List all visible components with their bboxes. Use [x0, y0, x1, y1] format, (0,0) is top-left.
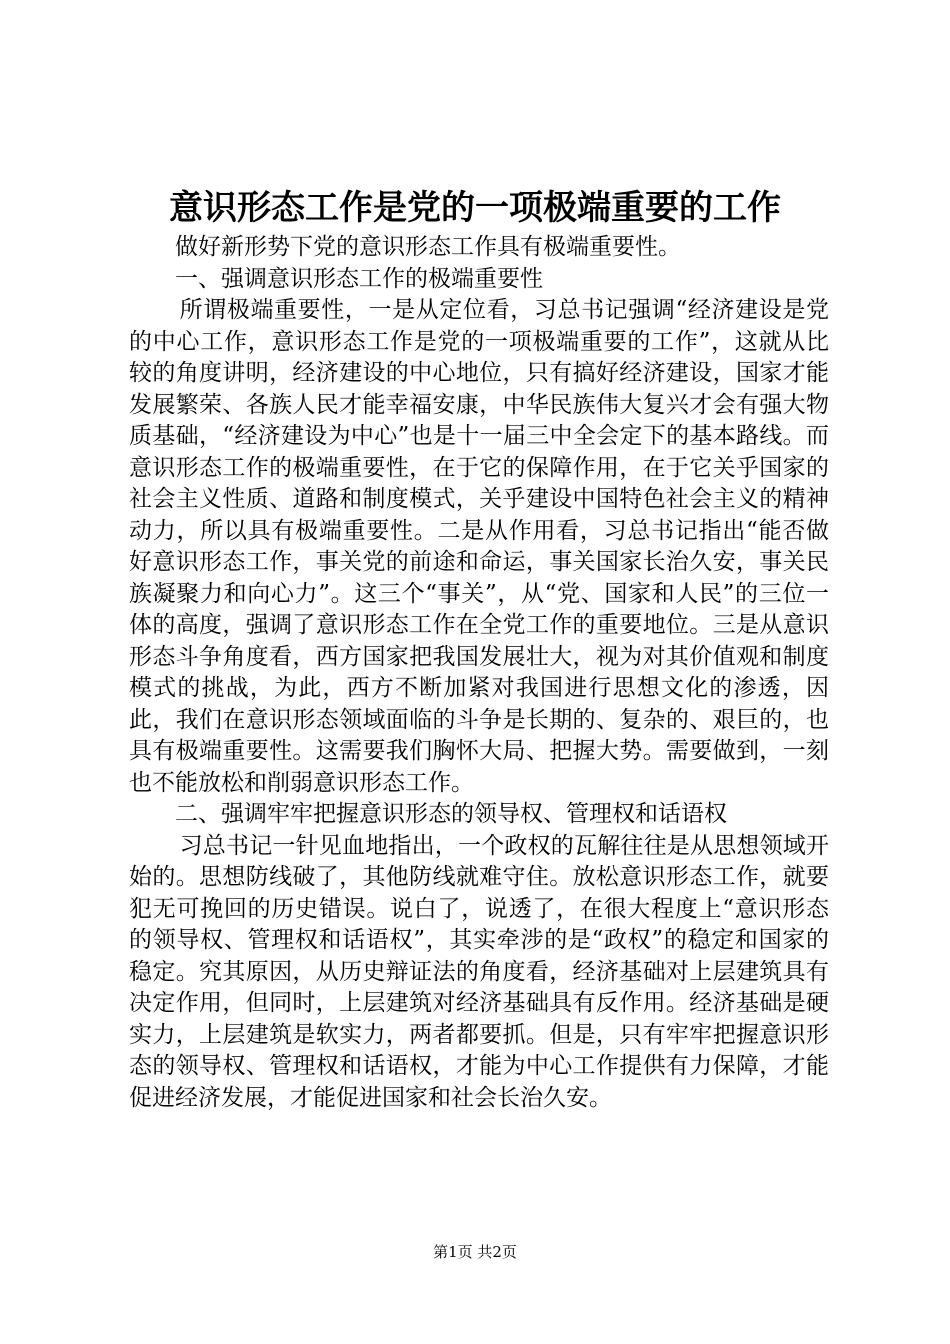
- page-indicator: 第1页 共2页: [433, 1243, 517, 1261]
- document-title: 意识形态工作是党的一项极端重要的工作: [169, 188, 781, 228]
- document-body: [129, 232, 829, 1114]
- section-heading-2: 二、强调牢牢把握意识形态的领导权、管理权和话语权: [175, 801, 727, 827]
- section-heading-1: 一、强调意识形态工作的极端重要性: [175, 265, 543, 292]
- section-1-paragraph: 所谓极端重要性，一是从定位看，习总书记强调“经济建设是党的中心工作，意识形态工作是党的一项极端重要的工作”，这就从比较的角度讲明，经济建设的中心地位，只有搞好经济建设，国家才能发展繁荣、各族人民才能幸福安康，中华民族伟大复兴才会有强大物质基础，“经济建设为中心”也是十一届三中全会定下的基本路线。而意识形态工作的极端重要性，在于它的保障作用，在于它关乎国家的社会主义性质、道路和制度模式，关乎建设中国特色社会主义的精神动力，所以具有极端重要性。二是从作用看，习总书记指出“能否做好意识形态工作，事关党的前途和命运，事关国家长治久安，事关民族凝聚力和向心力”。这三个“事关”，从“党、国家和人民”的三位一体的高度，强调了意识形态工作在全党工作的重要地位。三是从意识形态斗争角度看，西方国家把我国发展壮大，视为对其价值观和制度模式的挑战，为此，西方不断加紧对我国进行思想文化的渗透，因此，我们在意识形态领域面临的斗争是长期的、复杂的、艰巨的，也具有极端重要性。这需要我们胸怀大局、把握大势。需要做到，一刻也不能放松和削弱意识形态工作。: [129, 297, 829, 796]
- intro-paragraph: 做好新形势下党的意识形态工作具有极端重要性。: [175, 234, 681, 260]
- section-2-paragraph: 习总书记一针见血地指出，一个政权的瓦解往往是从思想领域开始的。思想防线破了，其他防线就难守住。放松意识形态工作，就要犯无可挽回的历史错误。说白了，说透了，在很大程度上“意识形态的领导权、管理权和话语权”，其实牵涉的是“政权”的稳定和国家的稳定。究其原因，从历史辩证法的角度看，经济基础对上层建筑具有决定作用，但同时，上层建筑对经济基础具有反作用。经济基础是硬实力，上层建筑是软实力，两者都要抓。但是，只有牢牢把握意识形态的领导权、管理权和话语权，才能为中心工作提供有力保障，才能促进经济发展，才能促进国家和社会长治久安。: [129, 832, 829, 1111]
